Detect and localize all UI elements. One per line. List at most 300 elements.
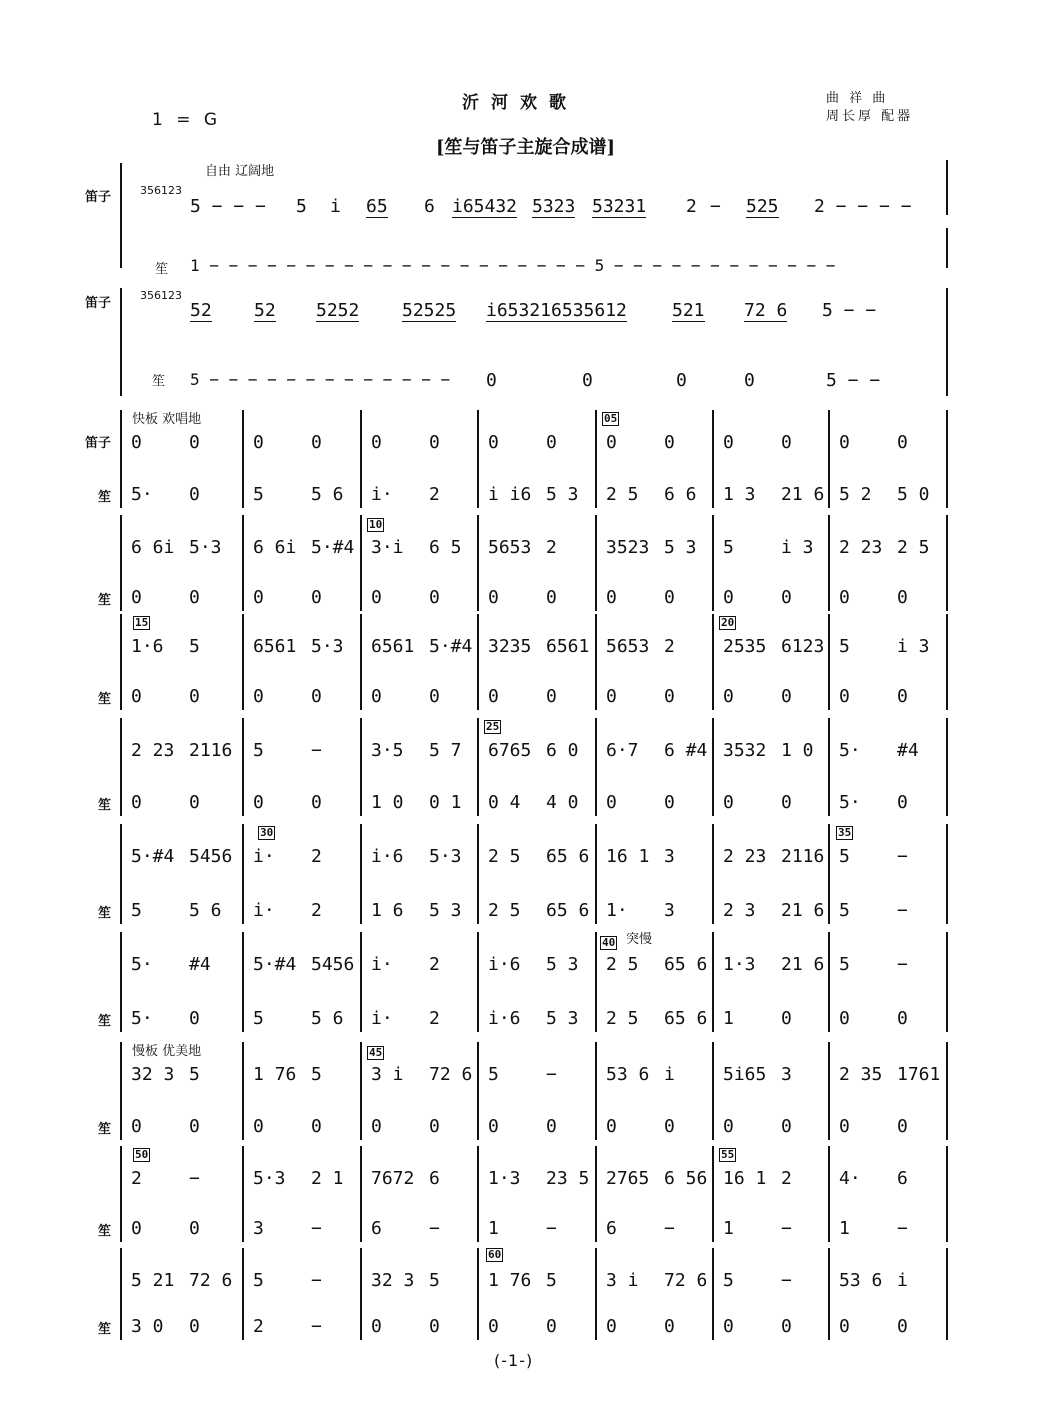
- barline: [946, 932, 948, 1032]
- sheng-note: 21 6: [781, 484, 825, 505]
- sheng-note: 5 6: [311, 1008, 344, 1029]
- instrument-label-sheng: 笙: [152, 374, 166, 389]
- sheng-note: 5: [131, 900, 142, 921]
- melody-note: 7672: [371, 1168, 415, 1189]
- sheng-note: 0: [189, 686, 200, 707]
- sheng-note: 5·: [839, 792, 861, 813]
- sheng-note: 0: [664, 792, 675, 813]
- melody-note: i·6: [371, 846, 404, 867]
- sheng-note: 5 0: [897, 484, 930, 505]
- sheng-note: −: [546, 1218, 557, 1239]
- instrument-label-sheng: 笙: [98, 1122, 112, 1137]
- barline: [120, 1248, 122, 1340]
- sheng-note: 0: [371, 587, 382, 608]
- rehearsal-number: 30: [260, 826, 274, 839]
- sheng-note: 0: [781, 1116, 792, 1137]
- note: i: [330, 196, 341, 217]
- barline: [360, 1248, 362, 1340]
- melody-note: 0: [253, 432, 264, 453]
- melody-note: 5653: [488, 537, 532, 558]
- sheng-note: −: [429, 1218, 440, 1239]
- barline: [242, 515, 244, 611]
- sheng-note: i·: [253, 900, 275, 921]
- melody-note: 5 7: [429, 740, 462, 761]
- sheng-note: 0: [488, 1316, 499, 1337]
- barline: [477, 515, 479, 611]
- melody-note: 2: [664, 636, 675, 657]
- instrument-label-sheng: 笙: [98, 1322, 112, 1337]
- melody-note: 2 23: [723, 846, 767, 867]
- barline: [828, 515, 830, 611]
- melody-note: 5·3: [253, 1168, 286, 1189]
- melody-note: 5: [189, 1064, 200, 1085]
- tempo-sudden-slow: 突慢: [626, 932, 653, 947]
- melody-note: i 3: [897, 636, 930, 657]
- barline: [120, 932, 122, 1032]
- sheng-note: 0: [897, 587, 908, 608]
- sheng-note: 65 6: [664, 1008, 708, 1029]
- barline: [712, 932, 714, 1032]
- melody-note: 65 6: [664, 954, 708, 975]
- sheng-note: 0: [839, 587, 850, 608]
- barline: [242, 718, 244, 816]
- instrument-label-dizi: 笛子: [85, 190, 112, 205]
- melody-note: 53 6: [606, 1064, 650, 1085]
- sheng-note: 6: [606, 1218, 617, 1239]
- barline: [712, 1248, 714, 1340]
- sheng-note: 1: [488, 1218, 499, 1239]
- sheng-note: 3: [253, 1218, 264, 1239]
- barline: [360, 614, 362, 710]
- sheng-note: −: [664, 1218, 675, 1239]
- sheng-note: 1 3: [723, 484, 756, 505]
- sheng-note: 0: [189, 1116, 200, 1137]
- sheng-note: 5 2: [839, 484, 872, 505]
- melody-note: 5 3: [546, 954, 579, 975]
- sheng-note: −: [781, 1218, 792, 1239]
- melody-note: 5·3: [429, 846, 462, 867]
- melody-note: 5·#4: [253, 954, 297, 975]
- rehearsal-number: 60: [488, 1248, 502, 1261]
- barline: [120, 410, 122, 508]
- barline: [595, 718, 597, 816]
- sheng-note: 0: [488, 686, 499, 707]
- sheng-note: 0: [131, 587, 142, 608]
- barline: [712, 515, 714, 611]
- note: 52525: [402, 300, 457, 321]
- melody-note: 1 76: [488, 1270, 532, 1291]
- note: 5323: [532, 196, 576, 217]
- sheng-note: 0: [253, 792, 264, 813]
- sheng-note: 3 0: [131, 1316, 164, 1337]
- melody-note: 5: [189, 636, 200, 657]
- melody-note: 2 5: [606, 954, 639, 975]
- sheng-note: 0: [488, 1116, 499, 1137]
- barline: [477, 824, 479, 924]
- barline: [595, 932, 597, 1032]
- instrument-label-sheng: 笙: [98, 593, 112, 608]
- melody-note: 6 5: [429, 537, 462, 558]
- barline: [946, 1146, 948, 1242]
- sheng-note: −: [311, 1316, 322, 1337]
- sheng-note: 0: [723, 1316, 734, 1337]
- sheng-note: 5·: [131, 484, 153, 505]
- melody-note: i: [897, 1270, 908, 1291]
- melody-note: 3532: [723, 740, 767, 761]
- sheng-note: 0: [839, 1316, 850, 1337]
- melody-note: 3 i: [371, 1064, 404, 1085]
- sheng-note: 2: [311, 900, 322, 921]
- note: 0: [744, 370, 755, 391]
- melody-note: 5·: [839, 740, 861, 761]
- sheng-note: 5 6: [189, 900, 222, 921]
- barline: [828, 410, 830, 508]
- grace-notes: 356123: [140, 184, 182, 197]
- sheng-note: i i6: [488, 484, 532, 505]
- note: 521: [672, 300, 705, 321]
- instrument-label-dizi: 笛子: [85, 296, 112, 311]
- sheng-note: 5: [253, 1008, 264, 1029]
- melody-note: 5: [839, 846, 850, 867]
- barline: [595, 1146, 597, 1242]
- melody-note: 0: [781, 432, 792, 453]
- note: 5252: [316, 300, 360, 321]
- melody-note: 5: [311, 1064, 322, 1085]
- rehearsal-number: 35: [838, 826, 852, 839]
- melody-note: 6·7: [606, 740, 639, 761]
- tempo-fast: 快板 欢唱地: [132, 412, 202, 427]
- sheng-note: 0: [131, 1218, 142, 1239]
- tempo-slow: 慢板 优美地: [132, 1044, 202, 1059]
- sheng-note: 0: [664, 1116, 675, 1137]
- sheng-note: 5 6: [311, 484, 344, 505]
- barline: [242, 824, 244, 924]
- barline: [828, 718, 830, 816]
- barline: [477, 932, 479, 1032]
- sheng-note: 0: [839, 1008, 850, 1029]
- melody-note: 3: [664, 846, 675, 867]
- melody-note: 2 1: [311, 1168, 344, 1189]
- melody-note: 5653: [606, 636, 650, 657]
- instrument-label-sheng: 笙: [98, 798, 112, 813]
- melody-note: 5: [429, 1270, 440, 1291]
- sustained-chord: 1 − − − − − − − − − − − − − − − − − − − − 5 − − − − − − − − − − − −: [190, 256, 836, 275]
- sheng-note: 0: [371, 1316, 382, 1337]
- melody-note: 6 0: [546, 740, 579, 761]
- sheng-note: 0: [606, 686, 617, 707]
- score-subtitle: [笙与笛子主旋合成谱]: [436, 137, 616, 158]
- sheng-note: 6: [371, 1218, 382, 1239]
- melody-note: 6561: [546, 636, 590, 657]
- sheng-note: 0: [781, 1008, 792, 1029]
- sheng-note: −: [311, 1218, 322, 1239]
- sheng-note: 6 6: [664, 484, 697, 505]
- melody-note: 0: [606, 432, 617, 453]
- note: −: [710, 196, 721, 217]
- sheng-note: 0: [189, 792, 200, 813]
- sheng-note: 0: [189, 1316, 200, 1337]
- melody-note: 1761: [897, 1064, 941, 1085]
- melody-note: 5·#4: [429, 636, 473, 657]
- sheng-note: 0: [781, 1316, 792, 1337]
- barline: [477, 1146, 479, 1242]
- rehearsal-number: 40: [602, 936, 616, 949]
- barline: [946, 1248, 948, 1340]
- melody-note: 5 21: [131, 1270, 175, 1291]
- sheng-note: 0: [606, 1116, 617, 1137]
- note: 5: [296, 196, 307, 217]
- barline: [946, 718, 948, 816]
- sheng-note: 0: [429, 686, 440, 707]
- sheng-note: 5 3: [546, 484, 579, 505]
- note: 65: [366, 196, 388, 217]
- barline: [595, 410, 597, 508]
- barline: [477, 1042, 479, 1140]
- barline: [242, 1042, 244, 1140]
- melody-note: 72 6: [429, 1064, 473, 1085]
- melody-note: 0: [429, 432, 440, 453]
- melody-note: 2: [131, 1168, 142, 1189]
- melody-note: 2 23: [839, 537, 883, 558]
- melody-note: 2: [311, 846, 322, 867]
- barline: [946, 228, 948, 268]
- melody-note: 2 5: [897, 537, 930, 558]
- melody-note: 0: [371, 432, 382, 453]
- system-bracket: [120, 288, 122, 396]
- melody-note: 3: [781, 1064, 792, 1085]
- barline: [242, 614, 244, 710]
- melody-note: −: [897, 846, 908, 867]
- melody-note: 5·#4: [311, 537, 355, 558]
- sheng-note: 0: [664, 587, 675, 608]
- sheng-note: 1: [839, 1218, 850, 1239]
- barline: [120, 1146, 122, 1242]
- melody-note: 1·6: [131, 636, 164, 657]
- barline: [946, 515, 948, 611]
- sheng-note: 0: [723, 792, 734, 813]
- sheng-note: 0: [429, 1116, 440, 1137]
- barline: [360, 1146, 362, 1242]
- melody-note: 6 6i: [253, 537, 297, 558]
- sheng-note: 0: [189, 484, 200, 505]
- melody-note: 5: [839, 636, 850, 657]
- melody-note: −: [311, 1270, 322, 1291]
- barline: [120, 1042, 122, 1140]
- sheng-note: 5: [839, 900, 850, 921]
- sheng-note: 0: [253, 587, 264, 608]
- barline: [360, 824, 362, 924]
- sheng-note: 0: [371, 1116, 382, 1137]
- note: 6: [424, 196, 435, 217]
- barline: [477, 410, 479, 508]
- barline: [477, 718, 479, 816]
- sheng-note: 0: [253, 686, 264, 707]
- barline: [360, 1042, 362, 1140]
- melody-note: 5456: [189, 846, 233, 867]
- composer-credit: 曲 祥 曲: [826, 91, 889, 106]
- key-signature: 1 = G: [152, 110, 222, 130]
- sheng-note: 0: [723, 1116, 734, 1137]
- sheng-note: 0: [311, 686, 322, 707]
- barline: [360, 410, 362, 508]
- instrument-label-sheng: 笙: [155, 262, 169, 277]
- barline: [595, 1042, 597, 1140]
- melody-note: 2116: [781, 846, 825, 867]
- sheng-note: 5: [253, 484, 264, 505]
- instrument-label-sheng: 笙: [98, 1224, 112, 1239]
- melody-note: 2535: [723, 636, 767, 657]
- sheng-note: 0: [839, 1116, 850, 1137]
- note: i65432: [452, 196, 518, 217]
- barline: [242, 932, 244, 1032]
- melody-note: i 3: [781, 537, 814, 558]
- sheng-note: 1: [723, 1008, 734, 1029]
- melody-note: 6765: [488, 740, 532, 761]
- melody-note: 53 6: [839, 1270, 883, 1291]
- sheng-note: 0: [253, 1116, 264, 1137]
- sheng-note: 5·: [131, 1008, 153, 1029]
- melody-note: 3235: [488, 636, 532, 657]
- melody-note: 16 1: [723, 1168, 767, 1189]
- instrument-label-sheng: 笙: [98, 692, 112, 707]
- melody-note: 2 5: [488, 846, 521, 867]
- melody-note: 1·3: [488, 1168, 521, 1189]
- note: 53231: [592, 196, 647, 217]
- rehearsal-number: 20: [721, 616, 735, 629]
- sheng-note: 0: [897, 1116, 908, 1137]
- barline: [828, 614, 830, 710]
- melody-note: 3 i: [606, 1270, 639, 1291]
- melody-note: 2: [546, 537, 557, 558]
- melody-note: 3·5: [371, 740, 404, 761]
- barline: [595, 824, 597, 924]
- melody-note: 16 1: [606, 846, 650, 867]
- sheng-note: 1 0: [371, 792, 404, 813]
- note: 5 − −: [822, 300, 877, 321]
- sheng-note: 0: [488, 587, 499, 608]
- sheng-note: 3: [664, 900, 675, 921]
- barline: [120, 614, 122, 710]
- melody-note: 6 56: [664, 1168, 708, 1189]
- melody-note: 1 76: [253, 1064, 297, 1085]
- melody-note: 65 6: [546, 846, 590, 867]
- melody-note: 3·i: [371, 537, 404, 558]
- melody-note: i·: [253, 846, 275, 867]
- melody-note: 0: [131, 432, 142, 453]
- barline: [712, 1042, 714, 1140]
- arranger-credit: 周长厚 配器: [826, 109, 914, 124]
- barline: [242, 1146, 244, 1242]
- barline: [946, 410, 948, 508]
- barline: [477, 614, 479, 710]
- barline: [712, 824, 714, 924]
- melody-note: 2 35: [839, 1064, 883, 1085]
- barline: [595, 614, 597, 710]
- melody-note: 5: [253, 740, 264, 761]
- sheng-note: −: [897, 900, 908, 921]
- barline: [360, 718, 362, 816]
- melody-note: 2: [781, 1168, 792, 1189]
- barline: [595, 1248, 597, 1340]
- melody-note: i·: [371, 954, 393, 975]
- melody-note: #4: [897, 740, 919, 761]
- page-number: (-1-): [494, 1351, 534, 1370]
- melody-note: 6: [429, 1168, 440, 1189]
- barline: [946, 160, 948, 215]
- barline: [712, 1146, 714, 1242]
- sheng-note: 0 4: [488, 792, 521, 813]
- melody-note: 6123: [781, 636, 825, 657]
- melody-note: 3523: [606, 537, 650, 558]
- sheng-note: 2: [429, 484, 440, 505]
- melody-note: 23 5: [546, 1168, 590, 1189]
- sheng-note: 0: [897, 1316, 908, 1337]
- instrument-label-dizi: 笛子: [85, 436, 112, 451]
- sheng-note: 21 6: [781, 900, 825, 921]
- sheng-note: 0: [131, 1116, 142, 1137]
- barline: [946, 824, 948, 924]
- melody-note: 0: [189, 432, 200, 453]
- barline: [477, 1248, 479, 1340]
- sheng-note: 0: [546, 1316, 557, 1337]
- sheng-note: 0: [189, 587, 200, 608]
- note: 5 − −: [826, 370, 881, 391]
- rehearsal-number: 50: [135, 1148, 149, 1161]
- rehearsal-number: 55: [721, 1148, 735, 1161]
- sheng-note: 0: [606, 587, 617, 608]
- sheng-note: 1: [723, 1218, 734, 1239]
- sheng-note: 0: [371, 686, 382, 707]
- melody-note: −: [546, 1064, 557, 1085]
- sheng-note: 0: [781, 686, 792, 707]
- sheng-note: 2 3: [723, 900, 756, 921]
- melody-note: −: [311, 740, 322, 761]
- melody-note: 6: [897, 1168, 908, 1189]
- melody-note: i·6: [488, 954, 521, 975]
- sheng-note: 0: [606, 1316, 617, 1337]
- sheng-note: 0: [839, 686, 850, 707]
- system-bracket: [120, 163, 122, 268]
- sheng-note: 65 6: [546, 900, 590, 921]
- sheng-note: 0: [897, 686, 908, 707]
- sheng-note: i·6: [488, 1008, 521, 1029]
- note: 525: [746, 196, 779, 217]
- melody-note: 2116: [189, 740, 233, 761]
- sheng-note: 0: [546, 1116, 557, 1137]
- melody-note: 2765: [606, 1168, 650, 1189]
- barline: [712, 410, 714, 508]
- rehearsal-number: 10: [369, 518, 383, 531]
- instrument-label-sheng: 笙: [98, 1014, 112, 1029]
- barline: [360, 932, 362, 1032]
- melody-note: 6 #4: [664, 740, 708, 761]
- barline: [828, 932, 830, 1032]
- melody-note: 5·3: [311, 636, 344, 657]
- melody-note: 6561: [371, 636, 415, 657]
- melody-note: 32 3: [371, 1270, 415, 1291]
- barline: [828, 824, 830, 924]
- piece-title: 沂河欢歌: [462, 93, 578, 113]
- sheng-note: 0: [311, 587, 322, 608]
- sheng-note: 0: [189, 1218, 200, 1239]
- note: 5 − − −: [190, 196, 266, 217]
- melody-note: 1·3: [723, 954, 756, 975]
- melody-note: 0: [897, 432, 908, 453]
- sheng-note: 2: [253, 1316, 264, 1337]
- note: 52: [190, 300, 212, 321]
- sheng-note: 0: [311, 792, 322, 813]
- melody-note: 0: [664, 432, 675, 453]
